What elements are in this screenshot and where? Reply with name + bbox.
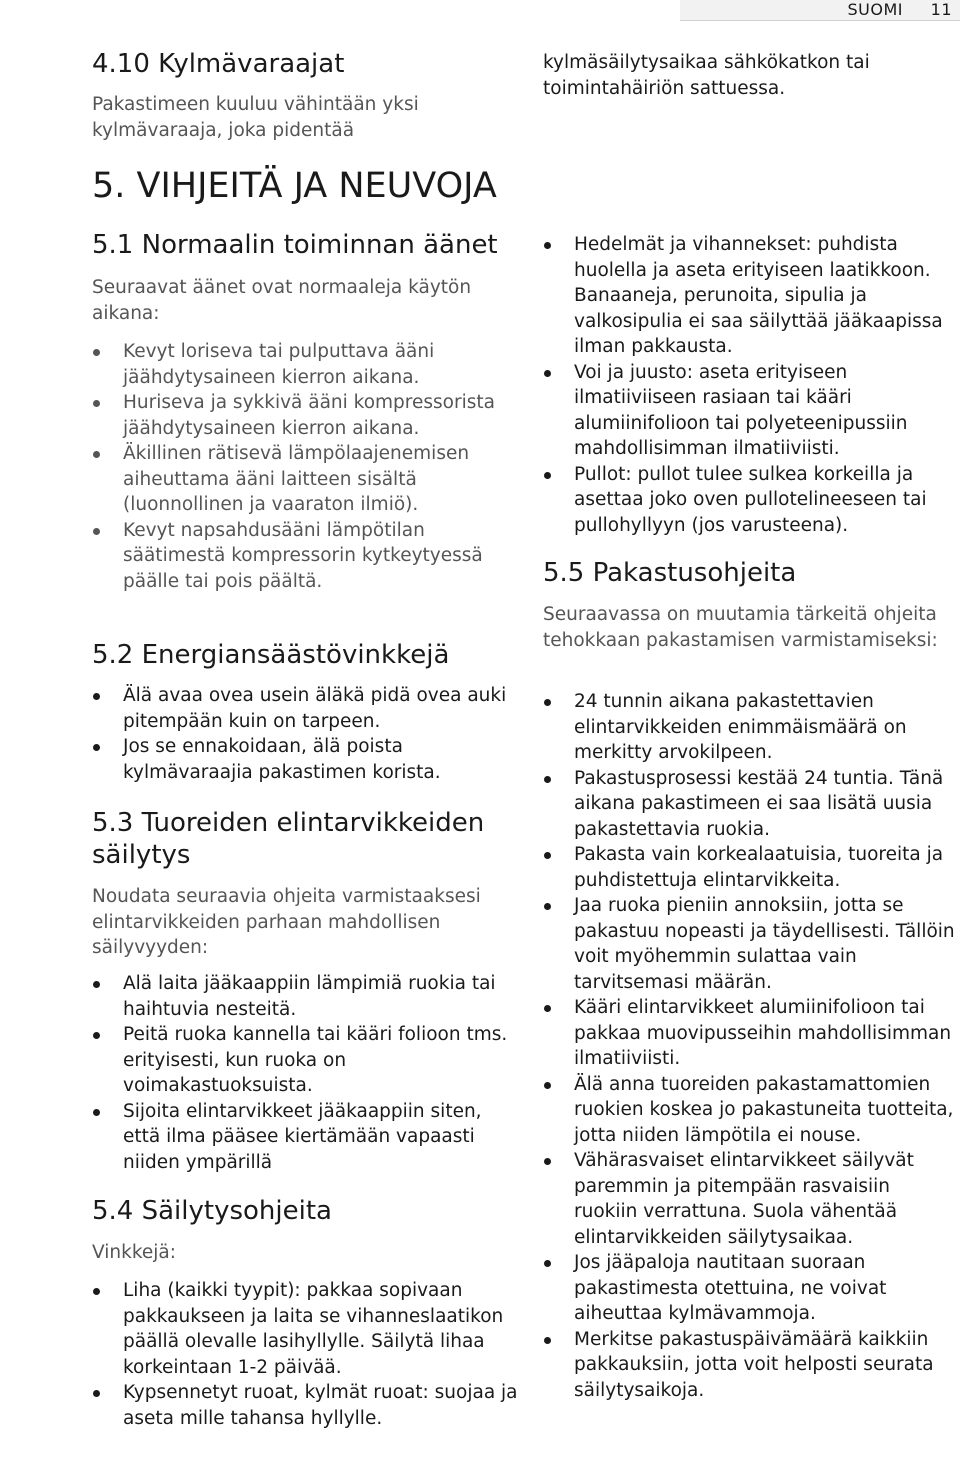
language-label: SUOMI: [847, 0, 903, 19]
section-intro-4-10: Pakastimeen kuuluu vähintään yksi kylmävaraaja, joka pidentää: [92, 94, 419, 141]
bullet-list-5-5: [543, 689, 958, 1403]
list-item: Äkillinen rätisevä lämpölaajenemisen aiheuttama ääni laitteen sisältä (luonnollinen ja vaaraton ilmiö).: [92, 441, 522, 518]
continuation-text: kylmäsäilytysaikaa sähkökatkon tai toimintahäiriön sattuessa.: [543, 52, 870, 99]
list-item: Hedelmät ja vihannekset: puhdista huolella ja aseta erityiseen laatikkoon. Banaaneja, perunoita, sipulia ja valkosipulia ei saa säilyttää jääkaapissa ilman pakkausta.: [543, 232, 958, 360]
section-intro-5-5: Seuraavassa on muutamia tärkeitä ohjeita tehokkaan pakastamisen varmistamiseksi:: [543, 604, 938, 651]
list-item: 24 tunnin aikana pakastettavien elintarvikkeiden enimmäismäärä on merkitty arvokilpeen.: [543, 689, 958, 766]
list-item: Alä laita jääkaappiin lämpimiä ruokia tai haihtuvia nesteitä.: [92, 971, 522, 1022]
bullet-list-5-4: [92, 1278, 522, 1431]
list-item: Pakasta vain korkealaatuisia, tuoreita ja puhdistettuja elintarvikkeita.: [543, 842, 958, 893]
list-item: Kevyt loriseva tai pulputtava ääni jäähdytysaineen kierron aikana.: [92, 339, 522, 390]
section-title-4-10: 4.10 Kylmävaraajat: [92, 49, 345, 79]
list-item: Merkitse pakastuspäivämäärä kaikkiin pakkauksiin, jotta voit helposti seurata säilytysaikoja.: [543, 1327, 958, 1404]
page-number: 11: [930, 0, 952, 19]
list-item: Jos se ennakoidaan, älä poista kylmävaraajia pakastimen korista.: [92, 734, 522, 785]
bullet-list-5-2: [92, 683, 522, 785]
section-title-5-5: 5.5 Pakastusohjeita: [543, 558, 797, 588]
list-item: Pullot: pullot tulee sulkea korkeilla ja asettaa joko oven pullotelineeseen tai pullohyllyyn (jos varusteena).: [543, 462, 958, 539]
section-intro-5-3: Noudata seuraavia ohjeita varmistaaksesi elintarvikkeiden parhaan mahdollisen säilyvyyden:: [92, 886, 481, 958]
list-item: Pakastusprosessi kestää 24 tuntia. Tänä aikana pakastimeen ei saa lisätä uusia pakastettavia ruokia.: [543, 766, 958, 843]
list-item: Kääri elintarvikkeet alumiinifolioon tai pakkaa muovipusseihin mahdollisimman ilmatiiviisti.: [543, 995, 958, 1072]
list-item: Huriseva ja sykkivä ääni kompressorista jäähdytysaineen kierron aikana.: [92, 390, 522, 441]
list-item: Kypsennetyt ruoat, kylmät ruoat: suojaa ja aseta mille tahansa hyllylle.: [92, 1380, 522, 1431]
list-item: Voi ja juusto: aseta erityiseen ilmatiiviiseen rasiaan tai kääri alumiinifolioon tai polyeteenipussiin mahdollisimman ilmatiiviisti.: [543, 360, 958, 462]
bullet-list-5-1: [92, 339, 522, 594]
section-title-5-4: 5.4 Säilytysohjeita: [92, 1196, 332, 1226]
page-header: [680, 0, 960, 21]
list-item: Peitä ruoka kannella tai kääri folioon tms. erityisesti, kun ruoka on voimakastuoksuista.: [92, 1022, 522, 1099]
list-item: Älä avaa ovea usein äläkä pidä ovea auki pitempään kuin on tarpeen.: [92, 683, 522, 734]
list-item: Sijoita elintarvikkeet jääkaappiin siten, että ilma pääsee kiertämään vapaasti niiden ympärillä: [92, 1099, 522, 1176]
bullet-list-5-4-continued: [543, 232, 958, 538]
section-title-5-1: 5.1 Normaalin toiminnan äänet: [92, 230, 498, 260]
section-title-5-2: 5.2 Energiansäästövinkkejä: [92, 640, 450, 670]
chapter-title-5: 5. VIHJEITÄ JA NEUVOJA: [92, 166, 497, 206]
list-item: Kevyt napsahdusääni lämpötilan säätimestä kompressorin kytkeytyessä päälle tai pois päältä.: [92, 518, 522, 595]
section-intro-5-1: Seuraavat äänet ovat normaaleja käytön aikana:: [92, 277, 472, 324]
list-item: Liha (kaikki tyypit): pakkaa sopivaan pakkaukseen ja laita se vihanneslaatikon päällä olevalle lasihyllylle. Säilytä lihaa korkeintaan 1-2 päivää.: [92, 1278, 522, 1380]
list-item: Älä anna tuoreiden pakastamattomien ruokien koskea jo pakastuneita tuotteita, jotta niiden lämpötila ei nouse.: [543, 1072, 958, 1149]
list-item: Vähärasvaiset elintarvikkeet säilyvät paremmin ja pitempään rasvaisiin ruokiin verrattuna. Suola vähentää elintarvikkeiden säilytysaikaa.: [543, 1148, 958, 1250]
bullet-list-5-3: [92, 971, 522, 1175]
list-item: Jos jääpaloja nautitaan suoraan pakastimesta otettuina, ne voivat aiheuttaa kylmävammoja.: [543, 1250, 958, 1327]
section-title-5-3: 5.3 Tuoreiden elintarvikkeiden säilytys: [92, 808, 485, 870]
list-item: Jaa ruoka pieniin annoksiin, jotta se pakastuu nopeasti ja täydellisesti. Tällöin voit myöhemmin sulattaa vain tarvitsemasi määrän.: [543, 893, 958, 995]
section-intro-5-4: Vinkkejä:: [92, 1242, 176, 1263]
